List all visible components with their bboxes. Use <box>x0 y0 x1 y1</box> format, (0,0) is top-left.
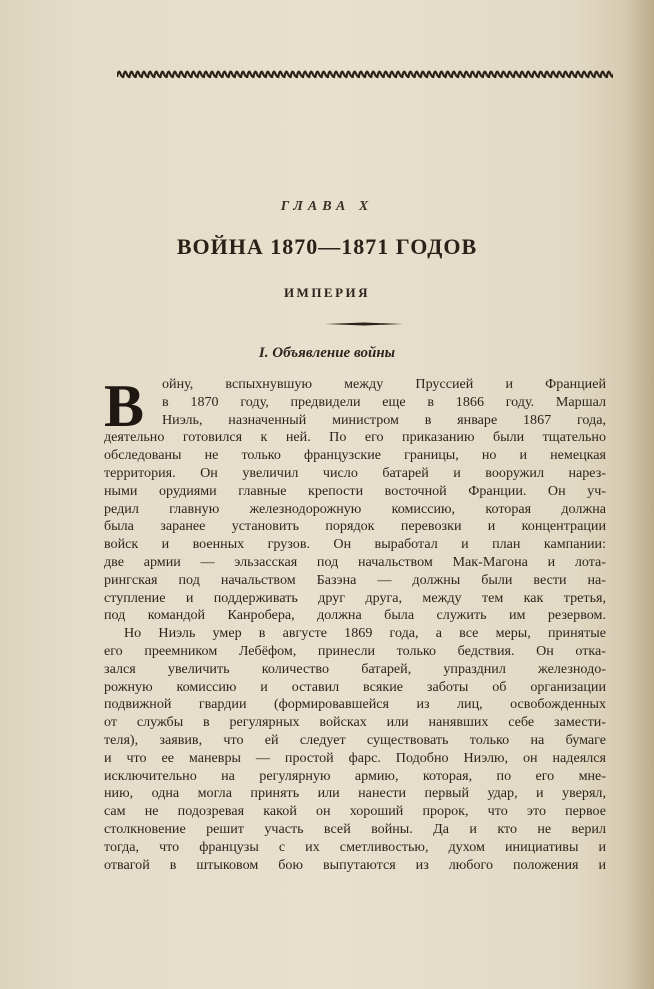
text-line: исключительно на регулярную армию, которая, по его мне- <box>104 767 606 784</box>
chapter-title: ВОЙНА 1870—1871 ГОДОВ <box>176 234 478 259</box>
text-line: обследованы не только французские границы, но и немецкая <box>104 447 606 464</box>
text-line: сам не подозревая какой он хороший пророк, что это первое <box>104 803 606 820</box>
text-line: была заранее установить порядок перевозки и концентрации <box>104 518 606 535</box>
text-line: тогда, что французы с их сметливостью, духом инициативы и <box>104 838 606 855</box>
text-line: две армии — эльзасская под начальством Мак-Магона и лота- <box>104 553 606 570</box>
section-title: I. Объявление войны <box>258 345 396 361</box>
text-line: нию, одна могла принять или нанести первый удар, и уверял, <box>104 785 606 802</box>
chapter-subtitle: ИМПЕРИЯ <box>283 285 371 300</box>
text-line: Ниэль, назначенный министром в январе 1867 года, <box>162 411 606 428</box>
text-line: теля), заявив, что ей следует существовать только на бумаге <box>104 731 606 748</box>
text-line: деятельно готовился к ней. По его приказанию были тщательно <box>104 429 606 446</box>
text-line: войск и военных грузов. Он выработал и план кампании: <box>104 536 606 553</box>
text-line: в 1870 году, предвидели еще в 1866 году. Маршал <box>162 393 606 410</box>
text-line: рожную комиссию и оставил всякие заботы об организации <box>104 678 606 695</box>
page-edge-shadow <box>626 0 654 989</box>
text-line: территория. Он увеличил число батарей и вооружил нарез- <box>104 464 606 481</box>
decorative-rule <box>325 322 403 326</box>
text-line: подвижной гвардии (формировавшейся из лиц, освобожденных <box>104 696 606 713</box>
text-line: его преемником Лебёфом, принесли только бедствия. Он отка- <box>104 642 606 659</box>
text-line: редил главную железнодорожную комиссию, которая должна <box>104 500 606 517</box>
drop-cap: В <box>104 373 145 439</box>
text-line: и что ее маневры — простой фарс. Подобно Ниэлю, он надеялся <box>104 749 606 766</box>
text-line: ступление и поддерживать друг друга, между тем как третья, <box>104 589 606 606</box>
chapter-label: ГЛАВА X <box>280 199 374 214</box>
text-line: от службы в регулярных войсках или нанявших себе замести- <box>104 714 606 731</box>
decorative-wave-border <box>117 66 613 82</box>
text-line: ными орудиями главные крепости восточной Франции. Он уч- <box>104 482 606 499</box>
text-line: зался увеличить количество батарей, упразднил железнодо- <box>104 660 606 677</box>
text-line: отвагой в штыковом бою выпутаются из любого положения и <box>104 856 606 873</box>
text-line: Но Ниэль умер в августе 1869 года, а все меры, принятые <box>124 625 606 642</box>
body-text <box>104 373 606 874</box>
text-line: столкновение решит участь всей войны. Да и кто не верил <box>104 820 606 837</box>
text-line: рингская под начальством Базэна — должны были вести на- <box>104 571 606 588</box>
text-line: под командой Канробера, должна была служить им резервом. <box>104 607 606 624</box>
text-line: ойну, вспыхнувшую между Пруссией и Францией <box>162 376 606 392</box>
